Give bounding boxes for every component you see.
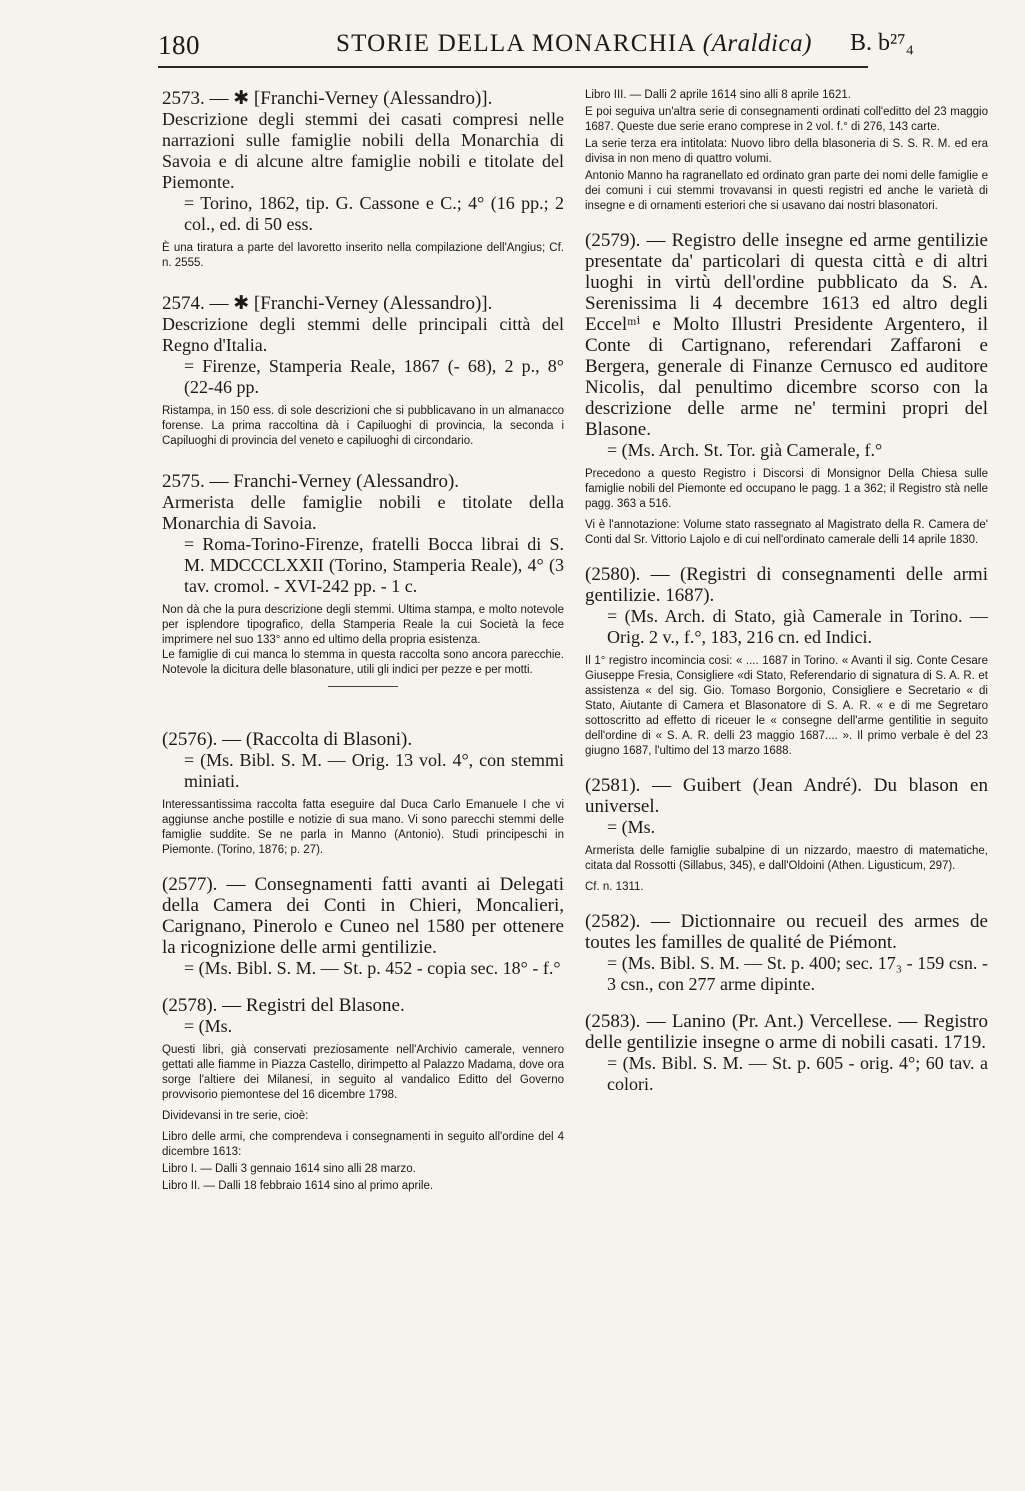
entry-note: Non dà che la pura descrizione degli stemmi. Ultima stampa, e molto notevole per isplendore tipografico, della Stamperia Reale la cui Società la fece imprimere nel suo 133° anno ed ultimo della propria esistenza. (162, 604, 564, 646)
entry-imprint: = (Ms. Bibl. S. M. — St. p. 452 - copia sec. 18° - f.° (184, 958, 561, 978)
entry-note: Cf. n. 1311. (585, 881, 644, 893)
entry-imprint: = (Ms. Bibl. S. M. — St. p. 400; sec. 17₃ - 159 csn. - 3 csn., con 277 arme dipinte. (607, 953, 988, 994)
entry-imprint: = (Ms. Bibl. S. M. — St. p. 605 - orig. 4°; 60 tav. a colori. (607, 1053, 988, 1094)
entry-note: Armerista delle famiglie subalpine di un nizzardo, maestro di matematiche, citata dal Rossotti (Sillabus, 345), e dall'Oldoini (Athen. Ligusticum, 297). (585, 845, 988, 872)
entry-heading: (2580). — (Registri di consegnamenti delle armi gentilizie. 1687). (585, 564, 988, 606)
entry-note: La serie terza era intitolata: Nuovo libro della blasoneria di S. S. R. M. ed era divisa in non meno di quattro volumi. (585, 138, 988, 165)
entry-note: Ristampa, in 150 ess. di sole descrizioni che si pubblicavano in un almanacco forense. La prima raccoltina dà i Capiluoghi di provincia, la seconda i Capiluoghi di provincia del veneto e capiluoghi di circondario. (162, 405, 564, 447)
entry-heading: (2582). — Dictionnaire ou recueil des armes de toutes les familles de qualité de Piémont. (585, 911, 988, 953)
entry-note: Vi è l'annotazione: Volume stato rassegnato al Magistrato della R. Camera de' Conti dal Sr. Vittorio Lajolo e di cui nell'ordinato camerale delli 14 aprile 1830. (585, 519, 988, 546)
running-title (336, 30, 812, 58)
page-header (0, 0, 1025, 70)
entry-imprint: = Torino, 1862, tip. G. Cassone e C.; 4° (16 pp.; 2 col., ed. di 50 ess. (184, 193, 564, 234)
entry-2579 (585, 230, 988, 548)
entry-imprint: = (Ms. Arch. di Stato, già Camerale in Torino. — Orig. 2 v., f.°, 183, 216 cn. ed Indici. (607, 606, 988, 647)
entry-imprint: = (Ms. (184, 1016, 233, 1036)
left-column (162, 88, 564, 1194)
entry-heading: 2574. — ✱ [Franchi-Verney (Alessandro)]. (162, 293, 493, 314)
entry-description: Armerista delle famiglie nobili e titolate della Monarchia di Savoia. (162, 492, 564, 533)
entry-heading: (2579). — Registro delle insegne ed arme gentilizie presentate da' particolari di questa città e di altri luoghi in virtù dell'ordine pubblicato da S. A. Serenissima li 4 decembre 1613 ed altro degli Eccelᵐⁱ e Molto Illustri Presidente Argentero, il Conte di Cartignano, referendari Zaffaroni e Bergera, generale di Finanze Cernusco ed auditore Nicolis, dal penultimo dicembre scorso con la descrizione delle arme ne' termini propri del Blasone. (585, 230, 988, 440)
entry-2575 (162, 471, 564, 687)
entry-2580 (585, 564, 988, 759)
entry-note: E poi seguiva un'altra serie di consegnamenti ordinati coll'editto del 23 maggio 1687. Queste due serie erano comprese in 2 vol. f.° di 276, 143 carte. (585, 106, 988, 133)
entry-note: Antonio Manno ha ragranellato ed ordinato gran parte dei nomi delle famiglie e dei comuni i cui stemmi trovavansi in questi registri ed anche le varietà di insegne e di ornamenti esteriori che si usavano dai nostri blasonatori. (585, 170, 988, 212)
running-title-section: (Araldica) (702, 30, 812, 57)
entry-note: Libro I. — Dalli 3 gennaio 1614 sino alli 28 marzo. (162, 1163, 416, 1175)
page-number: 180 (158, 30, 200, 60)
entry-heading: (2577). — Consegnamenti fatti avanti ai Delegati della Camera dei Conti in Chieri, Moncalieri, Carignano, Pinerolo e Cuneo nel 1580 per ottenere la ricognizione delle armi gentilizie. (162, 874, 564, 958)
entry-2573 (162, 88, 564, 271)
entry-heading: (2576). — (Raccolta di Blasoni). (162, 729, 413, 750)
entry-imprint: = (Ms. (607, 817, 656, 837)
entry-note: Il 1° registro incomincia cosi: « .... 1687 in Torino. « Avanti il sig. Conte Cesare Giuseppe Fresia, Consigliere «di Stato, Referendario di signatura di S. A. R. et assistenza « del sig. Gio. Tomaso Borgonio, Consigliere e Secretario « di Stato, Aiutante di Camera et Blasonatore di S. A. R. « e di me Segretaro sottoscritto ad effetto di riceuer le « consegne dell'arme gentilitie in seguito dell'ordine di « S. A. R. delli 23 maggio 1687.... ». Il primo verbale è del 23 giugno 1687, l'ultimo del 13 marzo 1688. (585, 655, 988, 757)
entry-description: Descrizione degli stemmi dei casati compresi nelle narrazioni sulle famiglie nobili della Monarchia di Savoia e di alcune altre famiglie nobili e titolate del Piemonte. (162, 109, 564, 192)
entry-2576 (162, 729, 564, 858)
running-title-text: STORIE DELLA MONARCHIA (336, 30, 696, 57)
entry-heading: (2578). — Registri del Blasone. (162, 995, 405, 1016)
entry-note: Questi libri, già conservati preziosamente nell'Archivio camerale, vennero gettati alle fiamme in Piazza Castello, dirimpetto al Palazzo Madama, dove ora sorge l'altiere dei Milanesi, in seguito al vandalico Editto del Governo provvisorio piemontese del 16 dicembre 1798. (162, 1044, 564, 1101)
entry-note: Libro II. — Dalli 18 febbraio 1614 sino al primo aprile. (162, 1180, 434, 1192)
entry-2577 (162, 874, 564, 979)
entry-note: Interessantissima raccolta fatta eseguire dal Duca Carlo Emanuele I che vi aggiunse anche postille e notizie di sua mano. Vi sono parecchi stemmi delle famiglie suddite. Se ne parla in Manno (Antonio). Studi principeschi in Piemonte. (Torino, 1876; p. 27). (162, 799, 564, 856)
entry-note: Dividevansi in tre serie, cioè: (162, 1110, 309, 1122)
entry-2581 (585, 775, 988, 895)
entry-imprint: = (Ms. Arch. St. Tor. già Camerale, f.° (607, 440, 883, 460)
entry-note: Precedono a questo Registro i Discorsi di Monsignor Della Chiesa sulle famiglie nobili del Piemonte ed occupano le pagg. 1 a 362; il Registro stà nelle pagg. 363 a 516. (585, 468, 988, 510)
header-rule (158, 66, 868, 68)
entry-2578-continued (585, 88, 988, 214)
entry-imprint: = (Ms. Bibl. S. M. — Orig. 13 vol. 4°, con stemmi miniati. (184, 750, 564, 791)
entry-2582 (585, 911, 988, 995)
entry-heading: 2575. — Franchi-Verney (Alessandro). (162, 471, 460, 492)
right-column (585, 88, 988, 1095)
entry-note: Le famiglie di cui manca lo stemma in questa raccolta sono ancora parecchie. Notevole la dicitura delle blasonature, utili gli indici per pezze e per motti. (162, 649, 564, 676)
signature-mark: B. b²⁷₄ (850, 30, 914, 56)
entry-description: Descrizione degli stemmi delle principali città del Regno d'Italia. (162, 314, 564, 355)
entry-imprint: = Firenze, Stamperia Reale, 1867 (- 68), 2 p., 8° (22-46 pp. (184, 356, 564, 397)
entry-2574 (162, 293, 564, 449)
entry-imprint: = Roma-Torino-Firenze, fratelli Bocca librai di S. M. MDCCCLXXII (Torino, Stamperia Reale), 4° (3 tav. cromol. - XVI-242 pp. - 1 c. (184, 534, 564, 596)
entry-2578 (162, 995, 564, 1194)
entry-heading: (2583). — Lanino (Pr. Ant.) Vercellese. — Registro delle gentilizie insegne o arme di nobili casati. 1719. (585, 1011, 988, 1053)
entry-note: Libro III. — Dalli 2 aprile 1614 sino alli 8 aprile 1621. (585, 89, 851, 101)
entry-2583 (585, 1011, 988, 1095)
entry-heading: (2581). — Guibert (Jean André). Du blason en universel. (585, 775, 988, 817)
entry-note: È una tiratura a parte del lavoretto inserito nella compilazione dell'Angius; Cf. n. 2555. (162, 242, 564, 269)
entry-heading: 2573. — ✱ [Franchi-Verney (Alessandro)]. (162, 88, 493, 109)
entry-note: Libro delle armi, che comprendeva i consegnamenti in seguito all'ordine del 4 dicembre 1613: (162, 1131, 564, 1158)
